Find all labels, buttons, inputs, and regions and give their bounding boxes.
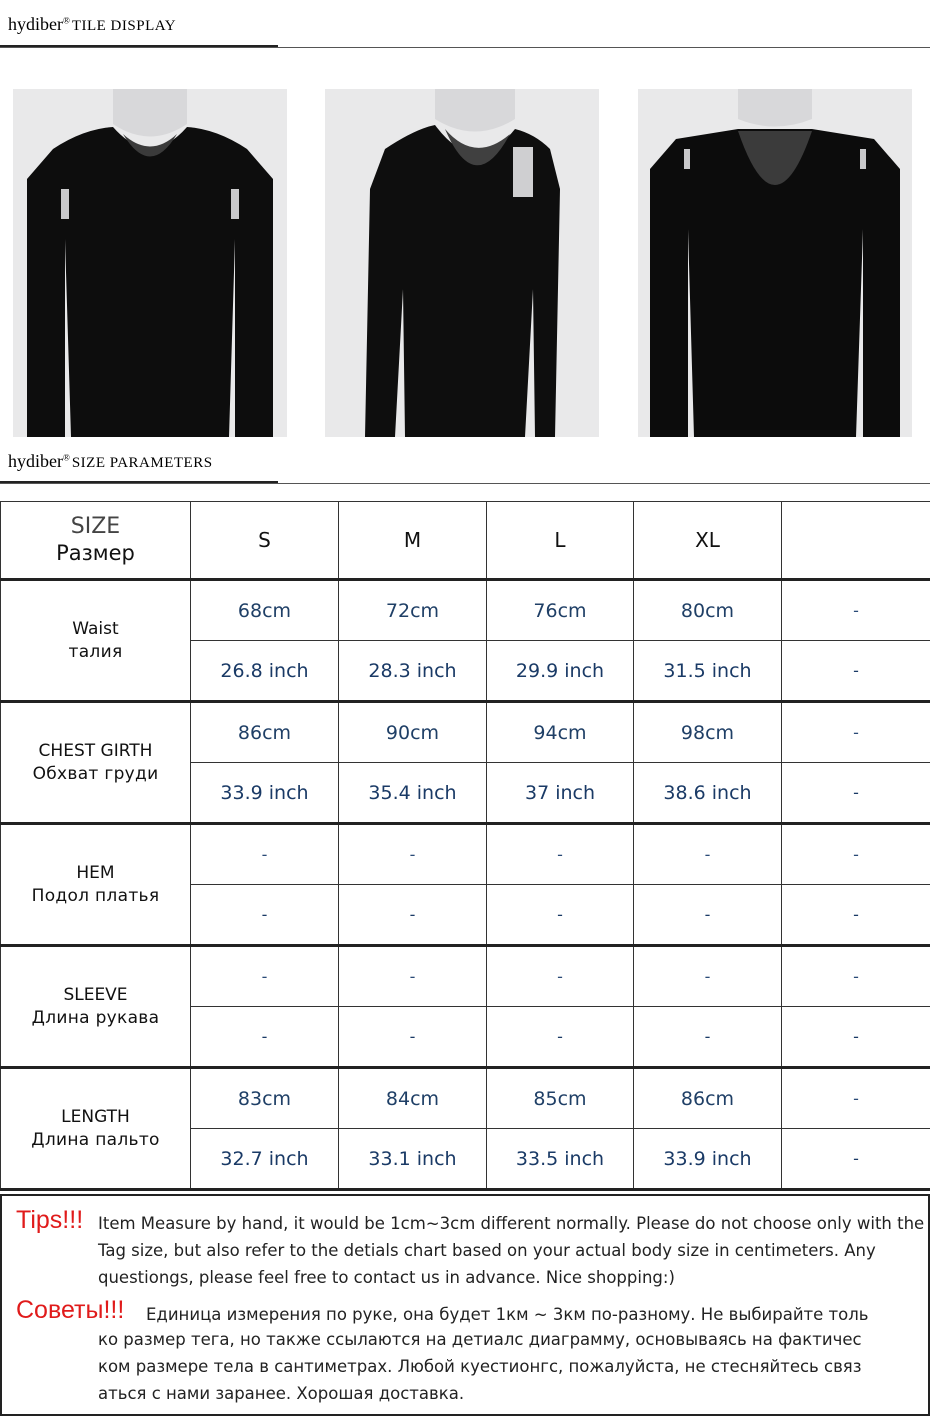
- cell-inch: -: [634, 885, 782, 946]
- cell-cm: 90cm: [339, 702, 487, 763]
- measurement-label: [1, 580, 191, 702]
- measurement-label-en: SLEEVE: [63, 984, 128, 1005]
- brand-name: hydiber: [8, 451, 63, 471]
- registered-mark: ®: [62, 452, 70, 463]
- cell-inch: -: [782, 885, 930, 946]
- cell-cm: 84cm: [339, 1068, 487, 1129]
- measurement-label: [1, 946, 191, 1068]
- measurement-label: [1, 1068, 191, 1190]
- section-title: SIZE PARAMETERS: [71, 455, 213, 471]
- cell-cm: 76cm: [487, 580, 634, 641]
- size-chart: [0, 501, 930, 1191]
- cell-cm: -: [782, 580, 930, 641]
- product-photo-front: [13, 89, 287, 437]
- measurement-label-ru: Подол платья: [31, 885, 160, 906]
- cell-cm: 86cm: [634, 1068, 782, 1129]
- cell-cm: 86cm: [191, 702, 339, 763]
- measurement-label-ru: талия: [68, 641, 123, 662]
- dress-back-image: [638, 89, 912, 437]
- tips-label-en: Tips!!!: [16, 1206, 84, 1234]
- tips-line: Tag size, but also refer to the detials chart based on your actual body size in centimeters. Any: [98, 1241, 876, 1260]
- tips-line: Единица измерения по руке, она будет 1км ~ 3км по-разному. Не выбирайте толь: [146, 1305, 869, 1324]
- cell-cm: 68cm: [191, 580, 339, 641]
- cell-inch: -: [339, 885, 487, 946]
- cell-inch: 32.7 inch: [191, 1129, 339, 1190]
- cell-inch: -: [339, 1007, 487, 1068]
- cell-inch: -: [782, 641, 930, 702]
- cell-inch: -: [782, 1007, 930, 1068]
- measurement-label-en: Waist: [72, 618, 119, 639]
- cell-inch: 37 inch: [487, 763, 634, 824]
- size-s: S: [191, 502, 339, 580]
- dress-side-image: [325, 89, 599, 437]
- cell-cm: -: [782, 946, 930, 1007]
- size-table: [0, 501, 930, 1191]
- cell-cm: 72cm: [339, 580, 487, 641]
- cell-inch: -: [782, 1129, 930, 1190]
- cell-cm: 85cm: [487, 1068, 634, 1129]
- measurement-row-cm: [1, 580, 930, 641]
- tips-russian: [16, 1296, 124, 1325]
- cell-cm: -: [487, 946, 634, 1007]
- measurement-label-en: HEM: [76, 862, 115, 883]
- tips-line: questiongs, please feel free to contact us in advance. Nice shopping:): [98, 1268, 675, 1287]
- tips-label-ru: Советы!!!: [16, 1296, 125, 1324]
- cell-cm: -: [782, 1068, 930, 1129]
- cell-inch: 33.1 inch: [339, 1129, 487, 1190]
- cell-inch: -: [634, 1007, 782, 1068]
- measurement-row-cm: [1, 946, 930, 1007]
- cell-cm: -: [634, 824, 782, 885]
- cell-inch: 33.9 inch: [191, 763, 339, 824]
- measurement-label-ru: Длина пальто: [31, 1129, 160, 1150]
- header-underline: [0, 483, 930, 484]
- tips-english: [16, 1206, 83, 1235]
- cell-cm: 83cm: [191, 1068, 339, 1129]
- size-label-en: SIZE: [70, 514, 121, 540]
- tips-text-ru: [146, 1301, 869, 1328]
- measurement-row-cm: [1, 824, 930, 885]
- cell-cm: -: [782, 702, 930, 763]
- cell-inch: -: [487, 885, 634, 946]
- product-photo-back: [638, 89, 912, 437]
- cell-inch: 38.6 inch: [634, 763, 782, 824]
- measurement-label: [1, 702, 191, 824]
- tips-line: Item Measure by hand, it would be 1cm~3cm different normally. Please do not choose only with the: [98, 1214, 925, 1233]
- cell-inch: 29.9 inch: [487, 641, 634, 702]
- size-extra: [782, 502, 930, 580]
- cell-cm: 98cm: [634, 702, 782, 763]
- tips-text-en: [98, 1210, 924, 1237]
- cell-cm: -: [634, 946, 782, 1007]
- cell-cm: -: [339, 824, 487, 885]
- size-label-ru: Размер: [56, 540, 135, 565]
- cell-cm: 80cm: [634, 580, 782, 641]
- measurement-row-cm: [1, 702, 930, 763]
- tile-display-header: [8, 14, 176, 35]
- cell-inch: 35.4 inch: [339, 763, 487, 824]
- cell-inch: 26.8 inch: [191, 641, 339, 702]
- size-header-label: [1, 502, 191, 580]
- size-xl: XL: [634, 502, 782, 580]
- cell-inch: 33.9 inch: [634, 1129, 782, 1190]
- measurement-label-ru: Длина рукава: [31, 1007, 160, 1028]
- tips-text-en-cont: [98, 1237, 876, 1291]
- registered-mark: ®: [62, 15, 70, 26]
- tips-line: аться с нами заранее. Хорошая доставка.: [98, 1384, 465, 1403]
- cell-cm: -: [782, 824, 930, 885]
- size-header-row: [1, 502, 930, 580]
- size-parameters-header: [8, 451, 213, 472]
- size-l: L: [487, 502, 634, 580]
- cell-inch: 28.3 inch: [339, 641, 487, 702]
- product-photo-side: [325, 89, 599, 437]
- cell-inch: 31.5 inch: [634, 641, 782, 702]
- dress-front-image: [13, 89, 287, 437]
- section-title: TILE DISPLAY: [71, 18, 177, 34]
- cell-cm: -: [191, 824, 339, 885]
- cell-inch: -: [782, 763, 930, 824]
- brand-name: hydiber: [8, 14, 63, 34]
- cell-cm: 94cm: [487, 702, 634, 763]
- tips-line: ком размере тела в сантиметрах. Любой куестионгс, пожалуйста, не стесняйтесь связ: [98, 1357, 862, 1376]
- measurement-label: [1, 824, 191, 946]
- cell-cm: -: [339, 946, 487, 1007]
- tips-line: ко размер тега, но также ссылаются на детиалс диаграмму, основываясь на фактичес: [98, 1330, 862, 1349]
- cell-cm: -: [487, 824, 634, 885]
- tips-box: [0, 1194, 930, 1416]
- cell-inch: -: [191, 1007, 339, 1068]
- measurement-label-en: CHEST GIRTH: [38, 740, 153, 761]
- cell-inch: 33.5 inch: [487, 1129, 634, 1190]
- cell-cm: -: [191, 946, 339, 1007]
- header-underline: [0, 47, 930, 48]
- cell-inch: -: [191, 885, 339, 946]
- measurement-row-cm: [1, 1068, 930, 1129]
- measurement-label-ru: Обхват груди: [32, 763, 159, 784]
- measurement-label-en: LENGTH: [61, 1106, 130, 1127]
- tips-text-ru-cont: [98, 1326, 862, 1407]
- size-m: M: [339, 502, 487, 580]
- cell-inch: -: [487, 1007, 634, 1068]
